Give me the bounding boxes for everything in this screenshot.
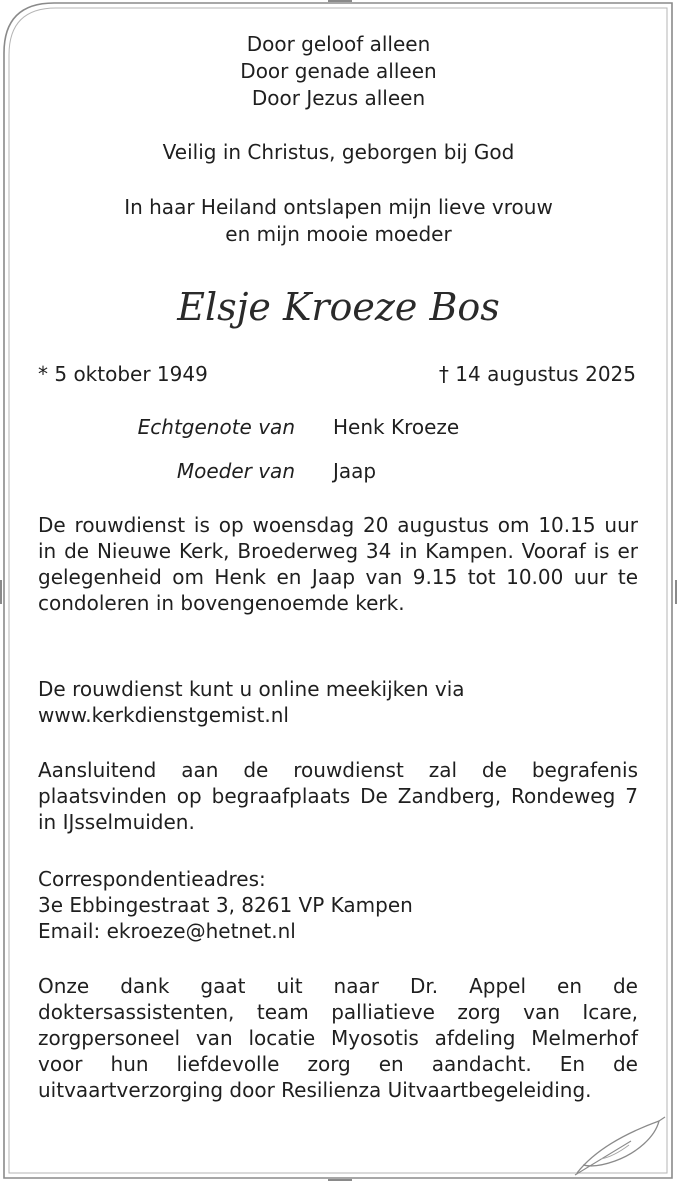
service-paragraph: De rouwdienst is op woensdag 20 augustus om 10.15 uur in de Nieuwe Kerk, Broederweg 34 in Kampen. Vooraf is er gelegenheid om Henk en Jaap van 9.15 tot 10.00 uur te condoleren in bovengenoemde kerk. — [38, 513, 638, 615]
deceased-name: Elsje Kroeze Bos — [177, 285, 500, 329]
burial-paragraph: Aansluitend aan de rouwdienst zal de begrafenis plaatsvinden op begraafplaats De Zandberg, Rondeweg 7 in IJsselmuiden. — [38, 758, 638, 834]
online-url: www.kerkdienstgemist.nl — [38, 703, 289, 727]
relation-label: Echtgenote van — [137, 415, 295, 439]
correspondence-email: Email: ekroeze@hetnet.nl — [38, 919, 296, 943]
motto-line-3: Door Jezus alleen — [251, 86, 426, 110]
subtitle: Veilig in Christus, geborgen bij God — [162, 140, 515, 164]
thanks-paragraph: Onze dank gaat uit naar Dr. Appel en de doktersassistenten, team palliatieve zorg van Icare, zorgpersoneel van locatie Myosotis afdeling Melmerhof voor hun liefdevolle zorg en aandacht. En de uitvaartverzorging door Resilienza Uitvaartbegeleiding. — [38, 974, 638, 1102]
motto-line-1: Door geloof alleen — [246, 32, 431, 56]
relation-value: Jaap — [333, 459, 377, 483]
feather-icon — [571, 1115, 671, 1177]
relation-label: Moeder van — [176, 459, 295, 483]
relation-value: Henk Kroeze — [333, 415, 460, 439]
birth-date: * 5 oktober 1949 — [38, 362, 208, 386]
announcement-line-2: en mijn mooie moeder — [225, 222, 452, 246]
correspondence-address: 3e Ebbingestraat 3, 8261 VP Kampen — [38, 893, 413, 917]
online-line: De rouwdienst kunt u online meekijken via — [38, 677, 465, 701]
death-date: † 14 augustus 2025 — [438, 362, 636, 386]
announcement-line-1: In haar Heiland ontslapen mijn lieve vrouw — [124, 195, 553, 219]
correspondence-heading: Correspondentieadres: — [38, 867, 266, 891]
motto-line-2: Door genade alleen — [240, 59, 437, 83]
